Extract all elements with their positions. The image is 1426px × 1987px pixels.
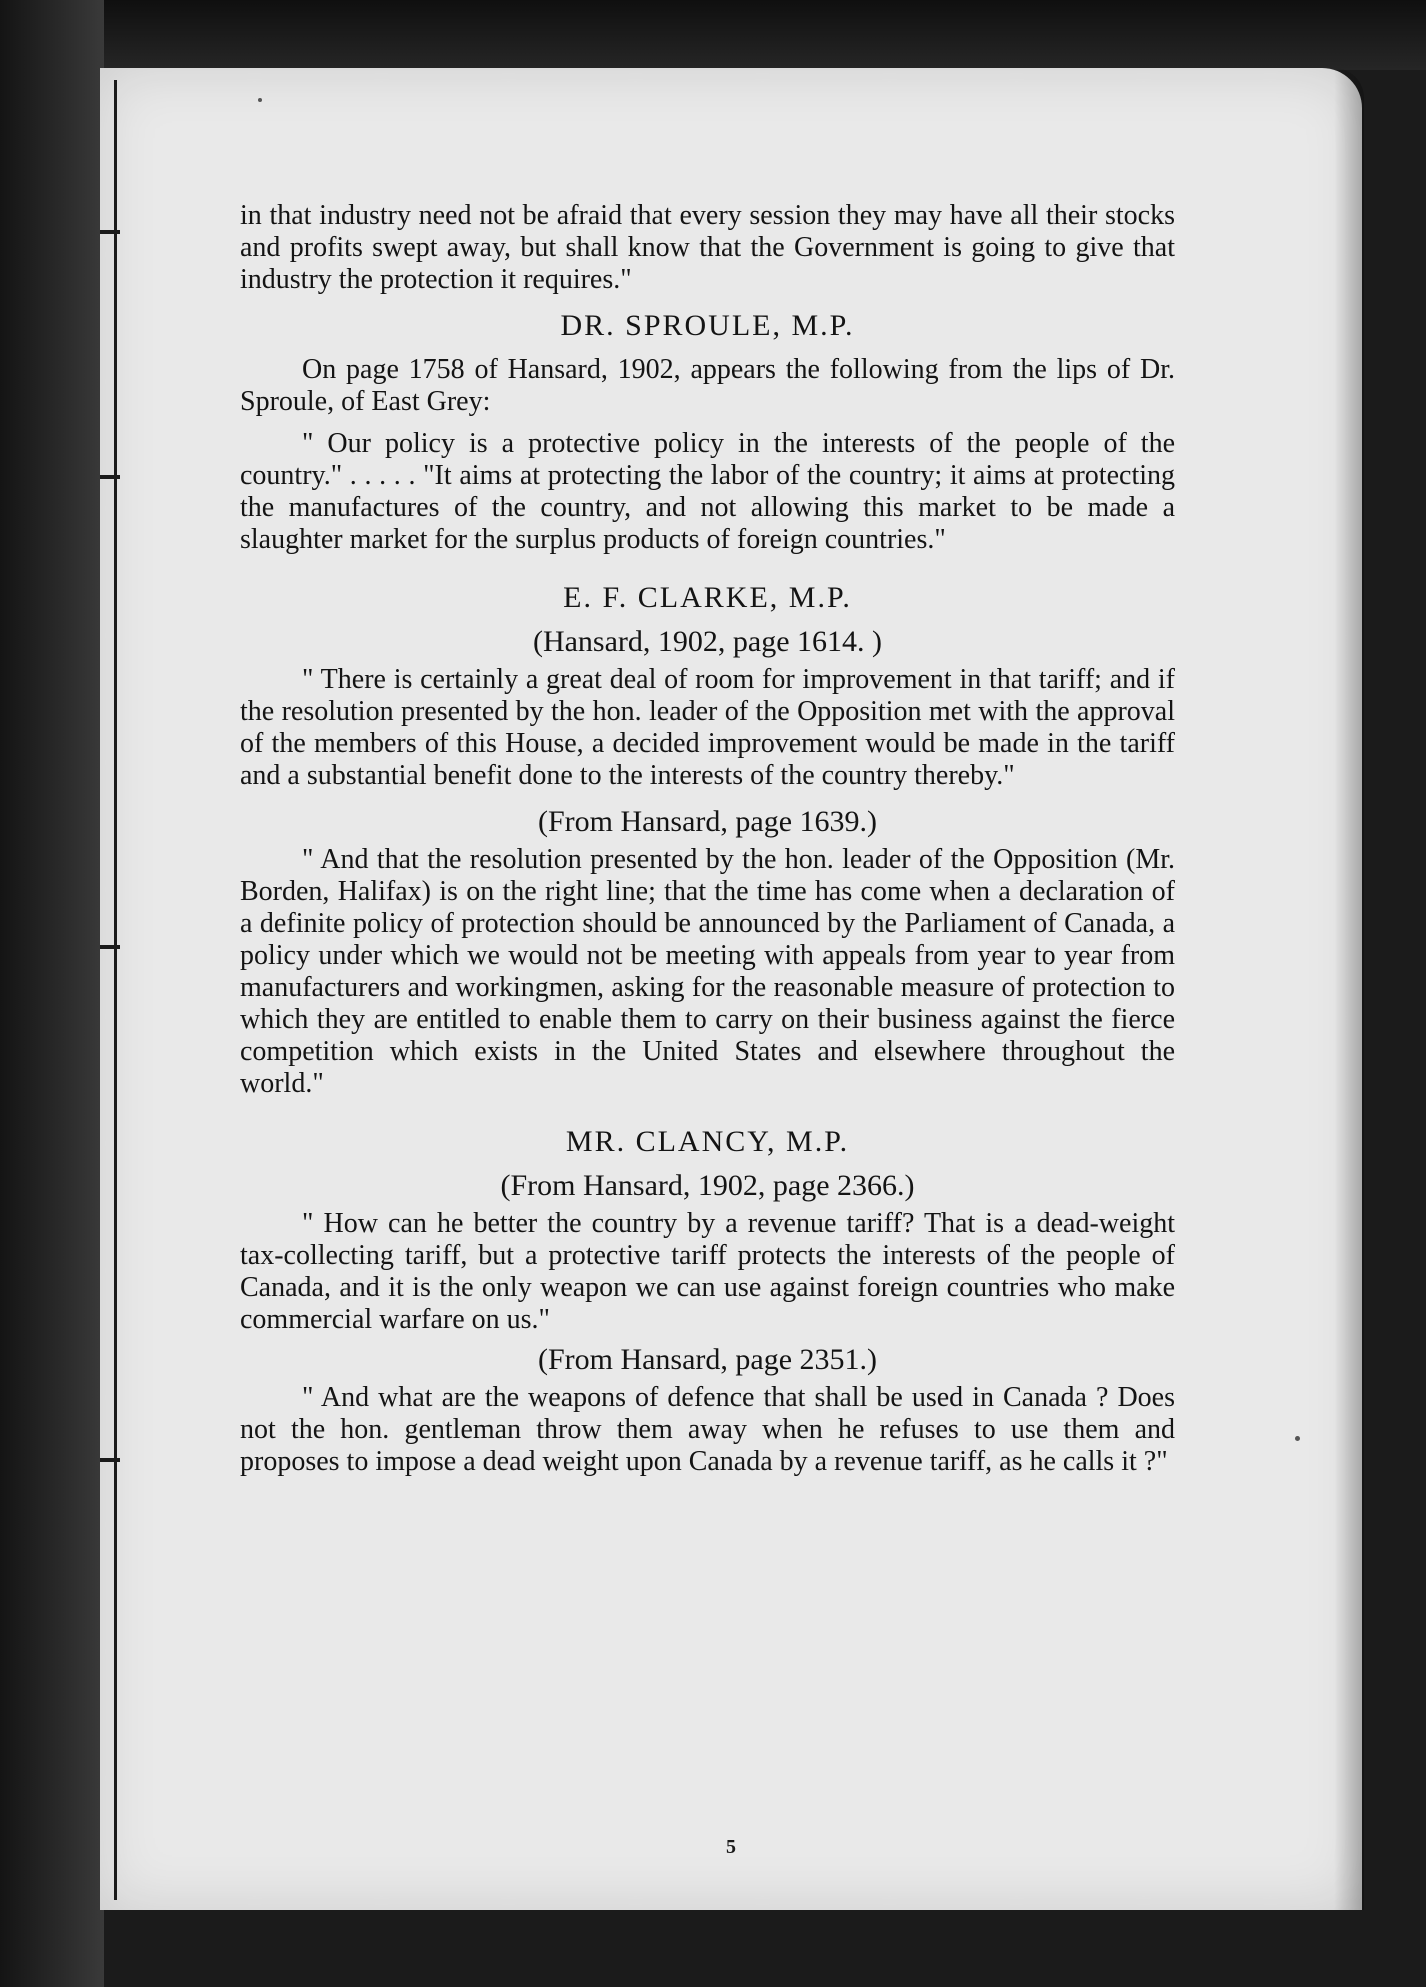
section-heading-clarke: E. F. CLARKE, M.P. — [563, 581, 852, 614]
hansard-reference-2351: (From Hansard, page 2351.) — [537, 1343, 878, 1376]
scan-speck — [1295, 1436, 1300, 1441]
section-heading-sproule: DR. SPROULE, M.P. — [560, 309, 855, 342]
sproule-quote-paragraph: " Our policy is a protective policy in the interests of the people of the country." . . . . . "It aims at protecting the labor of the country; it aims at protecting the manufactures of the country, and not allowing this market to be made a slaughter market for the surplus products of foreign countries." — [240, 428, 1175, 555]
binding-thread-line — [114, 80, 117, 1900]
binding-stitch-mark — [100, 1458, 120, 1462]
scan-background-top — [0, 0, 1426, 70]
page-body-text — [240, 200, 1175, 1478]
scan-speck — [258, 98, 262, 102]
section-heading-clancy: MR. CLANCY, M.P. — [565, 1125, 850, 1158]
sproule-intro-paragraph: On page 1758 of Hansard, 1902, appears the following from the lips of Dr. Sproule, of East Grey: — [240, 354, 1175, 417]
page-edge-shadow — [1334, 68, 1364, 1910]
binding-stitch-mark — [100, 230, 120, 234]
hansard-reference-2366: (From Hansard, 1902, page 2366.) — [500, 1169, 915, 1202]
intro-paragraph: in that industry need not be afraid that every session they may have all their stocks and profits swept away, but shall know that the Government is going to give that industry the protection it requires." — [240, 200, 1175, 295]
page-number: 5 — [726, 1836, 736, 1858]
document-page — [100, 68, 1362, 1910]
clancy-quote-paragraph-1: " How can he better the country by a revenue tariff? That is a dead-weight tax-collecting tariff, but a protective tariff protects the interests of the people of Canada, and it is the only weapon we can use against foreign countries who make commercial warfare on us." — [240, 1208, 1175, 1335]
clarke-quote-paragraph-1: " There is certainly a great deal of room for improvement in that tariff; and if the resolution presented by the hon. leader of the Opposition met with the approval of the members of this House, a decided improvement would be made in the tariff and a substantial benefit done to the interests of the country thereby." — [240, 664, 1175, 791]
clancy-quote-paragraph-2: " And what are the weapons of defence that shall be used in Canada ? Does not the hon. gentleman throw them away when he refuses to use them and proposes to impose a dead weight upon Canada by a revenue tariff, as he calls it ?" — [240, 1382, 1175, 1477]
hansard-reference-1639: (From Hansard, page 1639.) — [537, 805, 878, 838]
binding-stitch-mark — [100, 945, 120, 949]
hansard-reference-1614: (Hansard, 1902, page 1614. ) — [532, 625, 883, 658]
book-binding-edge — [0, 0, 104, 1987]
clarke-quote-paragraph-2: " And that the resolution presented by the hon. leader of the Opposition (Mr. Borden, Halifax) is on the right line; that the time has come when a declaration of a definite policy of protection should be announced by the Parliament of Canada, a policy under which we would not be meeting with appeals from year to year from manufacturers and workingmen, asking for the reasonable measure of protection to which they are entitled to enable them to carry on their business against the fierce competition which exists in the United States and elsewhere throughout the world." — [240, 844, 1175, 1099]
binding-stitch-mark — [100, 475, 120, 479]
